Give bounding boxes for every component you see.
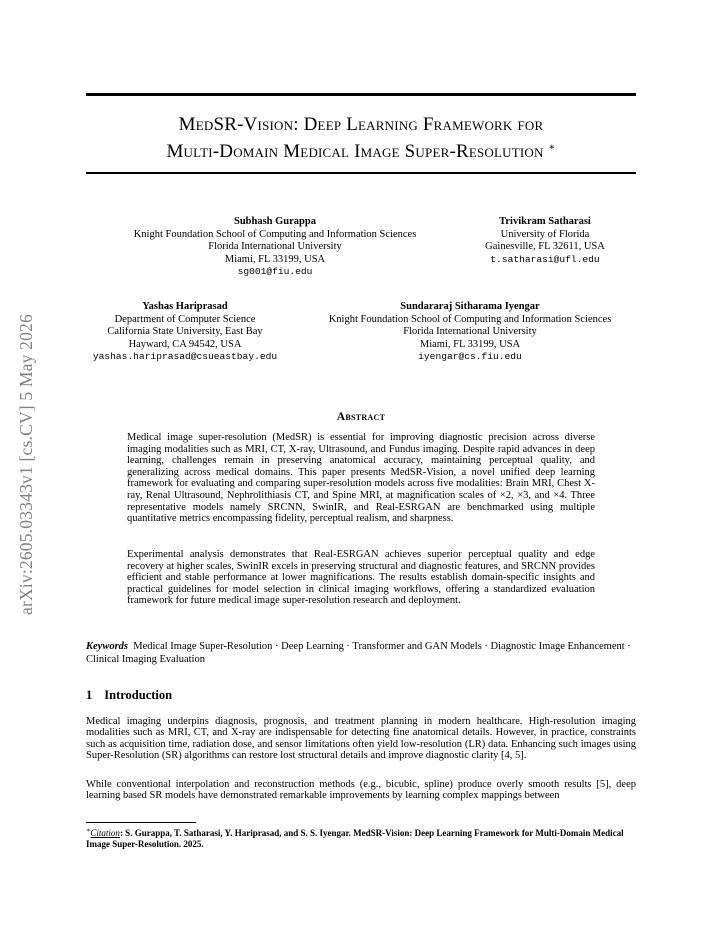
- author-institution: University of Florida: [500, 228, 590, 240]
- footnote: [86, 826, 636, 850]
- author-email[interactable]: t.satharasi@ufl.edu: [490, 253, 600, 265]
- author-address: Miami, FL 33199, USA: [419, 338, 521, 350]
- section-heading: [86, 688, 172, 703]
- arxiv-identifier: arXiv:2605.03343v1 [cs.CV] 5 May 2026: [16, 314, 36, 615]
- footnote-marker: ∗: [86, 827, 91, 834]
- author-name: Sundararaj Sitharama Iyengar: [400, 301, 540, 312]
- author-department: Knight Foundation School of Computing and Information Sciences: [133, 228, 417, 240]
- author-department: Knight Foundation School of Computing and Information Sciences: [328, 313, 612, 325]
- body-paragraph: Medical imaging underpins diagnosis, prognosis, and treatment planning in modern healthcare. High-resolution imaging modalities such as MRI, CT, and X-ray are indispensable for detecting fine anatomical details. However, in practice, constraints such as acquisition time, radiation dose, and sensor limitations often yield low-resolution (LR) data. Enhancing such images using Super-Resolution (SR) algorithms can restore lost structural details and improve diagnostic clarity [4, 5].: [86, 716, 636, 762]
- author-block: [295, 301, 645, 364]
- author-email[interactable]: iyengar@cs.fiu.edu: [418, 351, 522, 363]
- body-paragraph: While conventional interpolation and reconstruction methods (e.g., bicubic, spline) produce overly smooth results [5], deep learning based SR models have demonstrated remarkable improvements by learning complex mappings between: [86, 779, 636, 802]
- abstract-heading: Abstract: [336, 411, 386, 423]
- author-email[interactable]: sg001@fiu.edu: [237, 266, 313, 278]
- author-block: [455, 216, 635, 266]
- title-footnote-marker: ∗: [548, 142, 556, 153]
- section-title: Introduction: [104, 688, 173, 702]
- keywords: [86, 641, 636, 666]
- abstract-paragraph: Experimental analysis demonstrates that Real-ESRGAN achieves superior perceptual quality and edge recovery at higher scales, SwinIR excels in preserving structural and diagnostic features, and SRCNN provides efficient and stable performance at lower magnifications. The results establish domain-specific insights and practical guidelines for model selection in clinical imaging workflows, offering a standardized evaluation framework for future medical image super-resolution research and deployment.: [127, 549, 595, 607]
- abstract-paragraph: Medical image super-resolution (MedSR) is essential for improving diagnostic precision across diverse imaging modalities such as MRI, CT, X-ray, Ultrasound, and Fundus imaging. Despite rapid advances in deep learning, challenges remain in preserving anatomical accuracy, maintaining perceptual quality, and generalizing across medical domains. This paper presents MedSR-Vision, a novel unified deep learning framework for evaluating and comparing super-resolution models across five modalities: Brain MRI, Chest X-ray, Renal Ultrasound, Nephrolithiasis CT, and Spine MRI, at magnification scales of ×2, ×3, and ×4. Three representative models namely SRCNN, SwinIR, and Real-ESRGAN are benchmarked using multiple quantitative metrics encompassing fidelity, perceptual realism, and sharpness.: [127, 432, 595, 525]
- author-block: [100, 216, 450, 279]
- title-top-rule: [86, 93, 636, 96]
- author-institution: Florida International University: [403, 326, 537, 338]
- author-block: [80, 301, 290, 364]
- author-name: Yashas Hariprasad: [142, 301, 228, 312]
- author-name: Trivikram Satharasi: [499, 216, 591, 227]
- title-line-1: MedSR-Vision: Deep Learning Framework for: [178, 114, 544, 135]
- author-name: Subhash Gurappa: [233, 216, 316, 227]
- title-bottom-rule: [86, 172, 636, 174]
- section-number: 1: [86, 688, 93, 702]
- author-email[interactable]: yashas.hariprasad@csueastbay.edu: [92, 351, 278, 363]
- footnote-rule: [86, 822, 196, 823]
- footnote-citation-link[interactable]: Citation: [90, 828, 120, 838]
- keywords-label: Keywords: [86, 641, 128, 652]
- author-institution: Florida International University: [208, 241, 342, 253]
- paper-title: [86, 113, 636, 163]
- author-institution: California State University, East Bay: [107, 326, 263, 338]
- footnote-text: : S. Gurappa, T. Satharasi, Y. Hariprasad, and S. S. Iyengar. MedSR-Vision: Deep Learning Framework for Multi-Domain Medical Image Super-Resolution. 2025.: [86, 828, 624, 849]
- author-address: Gainesville, FL 32611, USA: [485, 241, 605, 253]
- author-address: Miami, FL 33199, USA: [224, 253, 326, 265]
- author-address: Hayward, CA 94542, USA: [128, 338, 242, 350]
- keywords-list: Medical Image Super-Resolution · Deep Learning · Transformer and GAN Models · Diagnostic Image Enhancement · Clinical Imaging Evaluation: [86, 641, 631, 665]
- title-line-2: Multi-Domain Medical Image Super-Resolution ∗: [166, 141, 556, 162]
- author-department: Department of Computer Science: [114, 313, 256, 325]
